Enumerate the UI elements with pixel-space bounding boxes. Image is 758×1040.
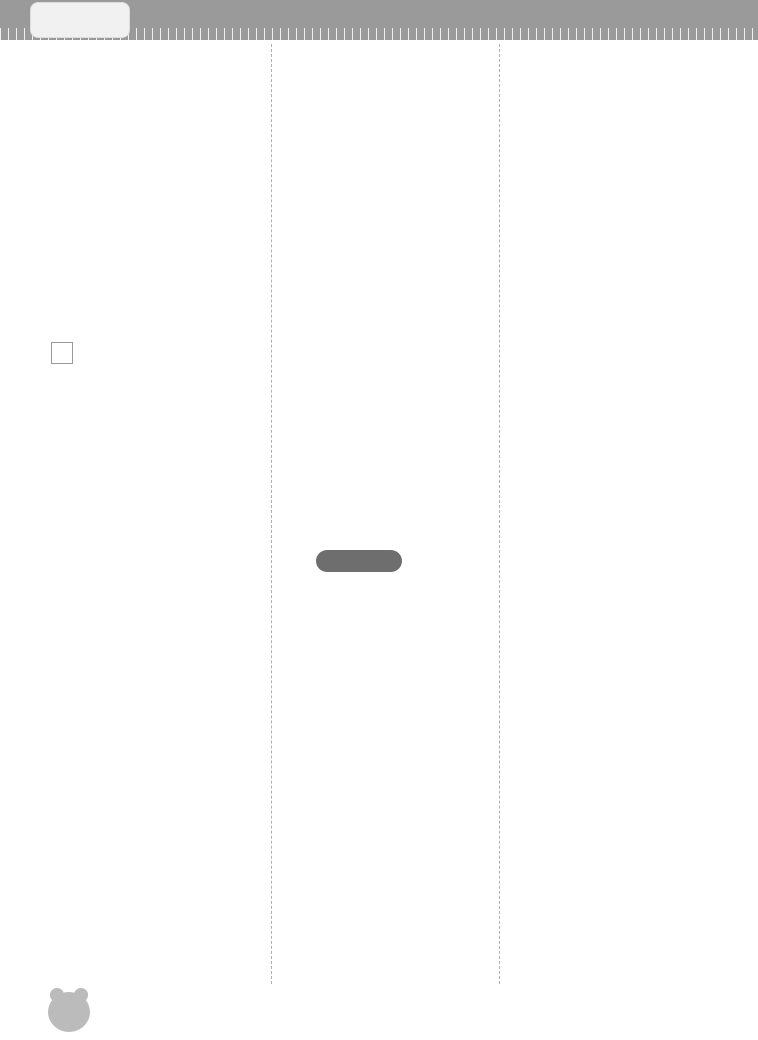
badge-ear-left [50,988,64,1002]
check-mark-icon [51,342,73,364]
badge-ear-right [74,988,88,1002]
column-divider-1 [271,44,272,984]
page-header [0,0,758,40]
unit-3-badge [316,550,402,572]
logo [30,2,130,38]
column-divider-2 [499,44,500,984]
variant-line-1 [47,342,73,368]
page-number-badge [48,992,90,1032]
